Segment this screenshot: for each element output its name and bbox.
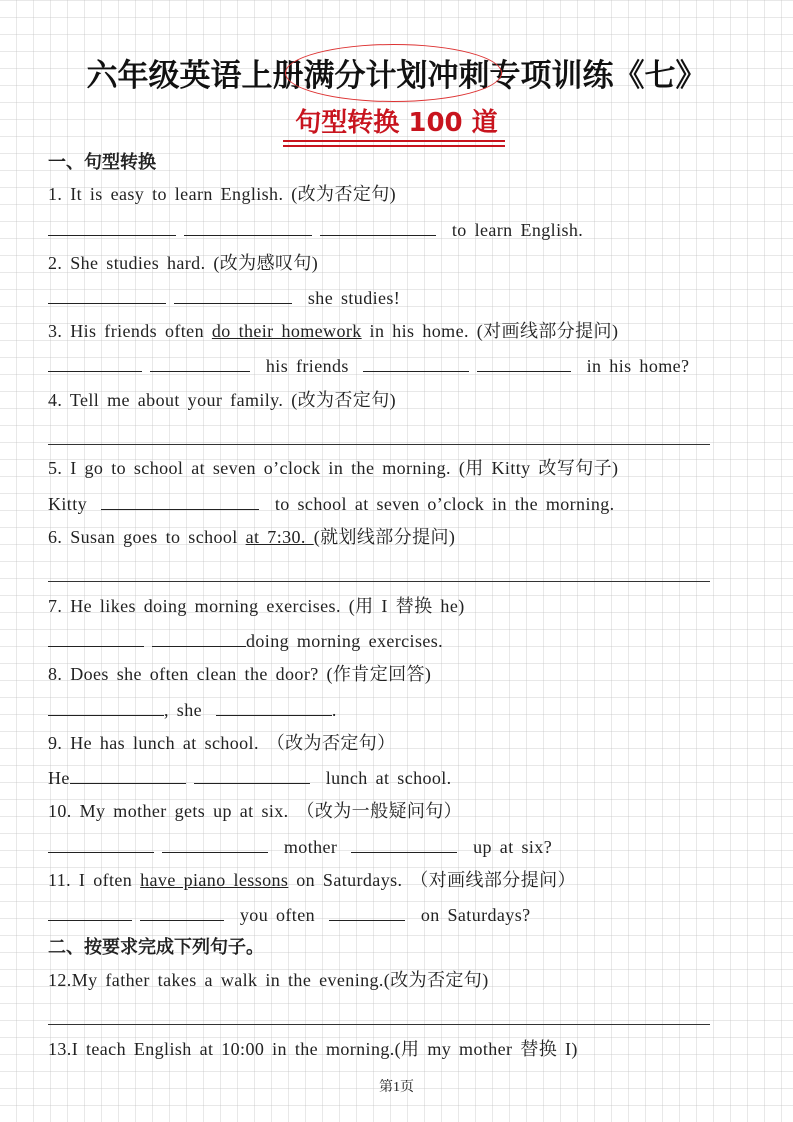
answer-8 [48, 697, 337, 722]
blank[interactable] [70, 765, 186, 784]
answer-line-6[interactable] [48, 581, 710, 582]
question-7: 7. He likes doing morning exercises. (用 I 替换 he) [48, 596, 465, 616]
question-1: 1. It is easy to learn English. (改为否定句) [48, 184, 397, 204]
answer-text: He [48, 768, 70, 788]
question-2: 2. She studies hard. (改为感叹句) [48, 253, 319, 273]
answer-11 [48, 902, 531, 927]
question-11 [48, 868, 576, 892]
blank[interactable] [363, 353, 469, 372]
answer-text: in his home? [586, 356, 690, 376]
answer-text: . [331, 700, 337, 720]
answer-text: Kitty [48, 494, 88, 514]
answer-7 [48, 628, 443, 653]
blank[interactable] [194, 765, 310, 784]
q-text: 6. Susan goes to school [48, 527, 246, 547]
answer-text: you often [239, 905, 315, 925]
blank[interactable] [152, 628, 246, 647]
blank[interactable] [48, 628, 144, 647]
blank[interactable] [48, 902, 132, 921]
blank[interactable] [48, 834, 154, 853]
question-5: 5. I go to school at seven o’clock in the morning. (用 Kitty 改写句子) [48, 458, 619, 478]
answer-1 [48, 217, 583, 242]
answer-line-4[interactable] [48, 444, 710, 445]
answer-text: , she [164, 700, 202, 720]
question-10: 10. My mother gets up at six. （改为一般疑问句） [48, 801, 463, 821]
answer-text: mother [283, 837, 338, 857]
question-4: 4. Tell me about your family. (改为否定句) [48, 390, 396, 410]
underlined-part: do their homework [211, 321, 362, 341]
question-6 [48, 525, 455, 549]
question-12: 12.My father takes a walk in the evening.(改为否定句) [48, 970, 489, 990]
q-text: in his home. (对画线部分提问) [361, 321, 619, 341]
answer-3 [48, 353, 689, 378]
underlined-part: have piano lessons [140, 870, 289, 890]
section-1-heading: 一、句型转换 [48, 152, 156, 173]
q-text: 11. I often [48, 870, 141, 890]
page-title: 六年级英语上册满分计划冲刺专项训练《七》 [86, 58, 707, 94]
blank[interactable] [477, 353, 571, 372]
q-text: on Saturdays. （对画线部分提问） [288, 870, 576, 890]
page-number: 第1页 [379, 1080, 414, 1095]
underlined-part: at 7:30. [245, 527, 314, 547]
answer-text: on Saturdays? [420, 905, 531, 925]
subtitle: 句型转换 100 道 [295, 108, 498, 138]
answer-text: to learn English. [451, 220, 584, 240]
blank[interactable] [320, 217, 436, 236]
blank[interactable] [48, 697, 164, 716]
blank[interactable] [140, 902, 224, 921]
question-3 [48, 319, 618, 343]
blank[interactable] [48, 285, 166, 304]
blank[interactable] [101, 491, 259, 510]
blank[interactable] [162, 834, 268, 853]
blank[interactable] [174, 285, 292, 304]
section-2-heading: 二、按要求完成下列句子。 [48, 937, 264, 958]
blank[interactable] [48, 217, 176, 236]
question-9: 9. He has lunch at school. （改为否定句） [48, 733, 396, 753]
blank[interactable] [351, 834, 457, 853]
q-text: (就划线部分提问) [313, 527, 456, 547]
answer-line-12[interactable] [48, 1024, 710, 1025]
blank[interactable] [184, 217, 312, 236]
q-text: 3. His friends often [48, 321, 212, 341]
blank[interactable] [150, 353, 250, 372]
question-8: 8. Does she often clean the door? (作肯定回答) [48, 664, 432, 684]
answer-text: up at six? [473, 837, 553, 857]
answer-text: doing morning exercises. [246, 631, 444, 651]
answer-10 [48, 834, 552, 859]
answer-text: his friends [265, 356, 349, 376]
blank[interactable] [329, 902, 405, 921]
blank[interactable] [216, 697, 332, 716]
red-circle-annotation [285, 44, 502, 102]
subtitle-double-underline [283, 140, 505, 147]
answer-5 [48, 491, 615, 516]
answer-text: lunch at school. [325, 768, 452, 788]
answer-text: to school at seven o’clock in the morning. [274, 494, 615, 514]
answer-9 [48, 765, 452, 790]
blank[interactable] [48, 353, 142, 372]
answer-text: she studies! [307, 288, 401, 308]
question-13: 13.I teach English at 10:00 in the morning.(用 my mother 替换 I) [48, 1039, 578, 1059]
answer-2 [48, 285, 400, 310]
